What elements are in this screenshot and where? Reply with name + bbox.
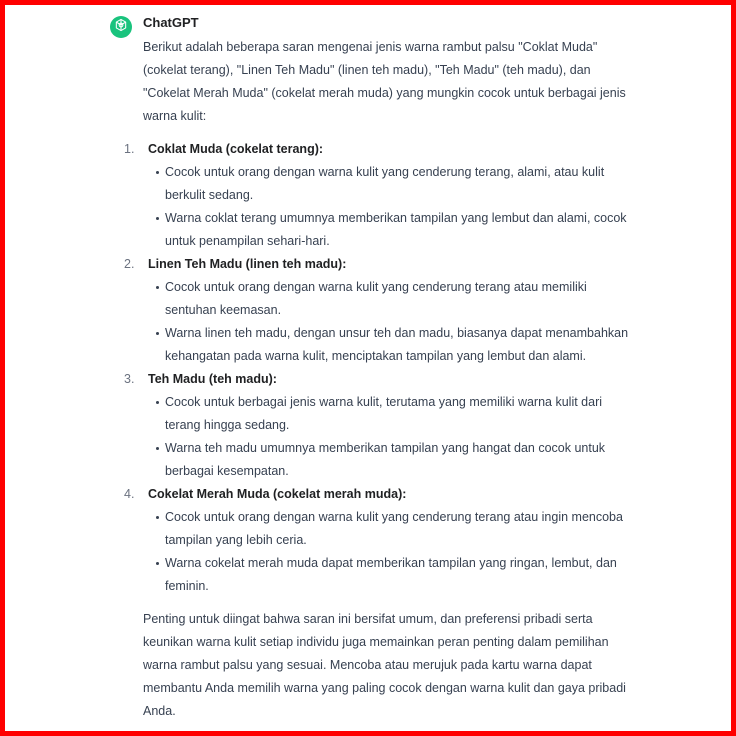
bullet-text: Warna cokelat merah muda dapat memberikan tampilan yang ringan, lembut, dan feminin. [165,556,617,593]
bullet-text: Cocok untuk orang dengan warna kulit yang cenderung terang atau ingin mencoba tampilan yang lebih ceria. [165,510,623,547]
bullet-dot [156,447,159,450]
intro-paragraph: Berikut adalah beberapa saran mengenai jenis warna rambut palsu "Coklat Muda" (cokelat terang), "Linen Teh Madu" (linen teh madu), "Teh Madu" (teh madu), dan "Cokelat Merah Muda" (cokelat merah muda) yang mungkin cocok untuk berbagai jenis warna kulit: [143,40,626,123]
bullet-text: Warna teh madu umumnya memberikan tampilan yang hangat dan cocok untuk berbagai kesempatan. [165,441,606,478]
openai-logo-icon [114,18,128,37]
list-number: 1. [124,142,135,156]
bullet-list [148,276,638,368]
bullet-item [148,276,638,322]
item-title: Coklat Muda (cokelat terang): [148,142,324,156]
screenshot-frame [5,5,731,731]
message-author: ChatGPT [143,15,199,30]
bullet-dot [156,286,159,289]
bullet-text: Cocok untuk orang dengan warna kulit yang cenderung terang atau memiliki sentuhan keemasan. [165,280,587,317]
bullet-dot [156,171,159,174]
bullet-dot [156,217,159,220]
bullet-list [148,506,638,598]
bullet-item [148,552,638,598]
bullet-item [148,391,638,437]
list-item [124,253,638,368]
list-number: 2. [124,257,135,271]
suggestion-list [124,138,638,598]
item-title: Cokelat Merah Muda (cokelat merah muda): [148,487,407,501]
bullet-list [148,161,638,253]
list-number: 3. [124,372,135,386]
outro-paragraph: Penting untuk diingat bahwa saran ini bersifat umum, dan preferensi pribadi serta keunikan warna kulit setiap individu juga memainkan peran penting dalam pemilihan warna rambut palsu yang sesuai. Mencoba atau merujuk pada kartu warna dapat membantu Anda memilih warna yang paling cocok dengan warna kulit dan gaya pribadi Anda. [143,612,626,718]
bullet-item [148,322,638,368]
bullet-dot [156,516,159,519]
bullet-item [148,207,638,253]
bullet-text: Cocok untuk berbagai jenis warna kulit, terutama yang memiliki warna kulit dari terang hingga sedang. [165,395,603,432]
message-body [124,36,638,723]
bullet-dot [156,562,159,565]
bullet-text: Cocok untuk orang dengan warna kulit yang cenderung terang, alami, atau kulit berkulit sedang. [165,165,605,202]
bullet-item [148,161,638,207]
bullet-dot [156,332,159,335]
list-number: 4. [124,487,135,501]
bullet-item [148,506,638,552]
bullet-text: Warna linen teh madu, dengan unsur teh dan madu, biasanya dapat menambahkan kehangatan pada warna kulit, menciptakan tampilan yang lembut dan alami. [165,326,629,363]
bullet-list [148,391,638,483]
bullet-text: Warna coklat terang umumnya memberikan tampilan yang lembut dan alami, cocok untuk penampilan sehari-hari. [165,211,627,248]
assistant-avatar [110,16,132,38]
bullet-item [148,437,638,483]
list-item [124,483,638,598]
bullet-dot [156,401,159,404]
list-item [124,368,638,483]
item-title: Linen Teh Madu (linen teh madu): [148,257,347,271]
item-title: Teh Madu (teh madu): [148,372,277,386]
list-item [124,138,638,253]
